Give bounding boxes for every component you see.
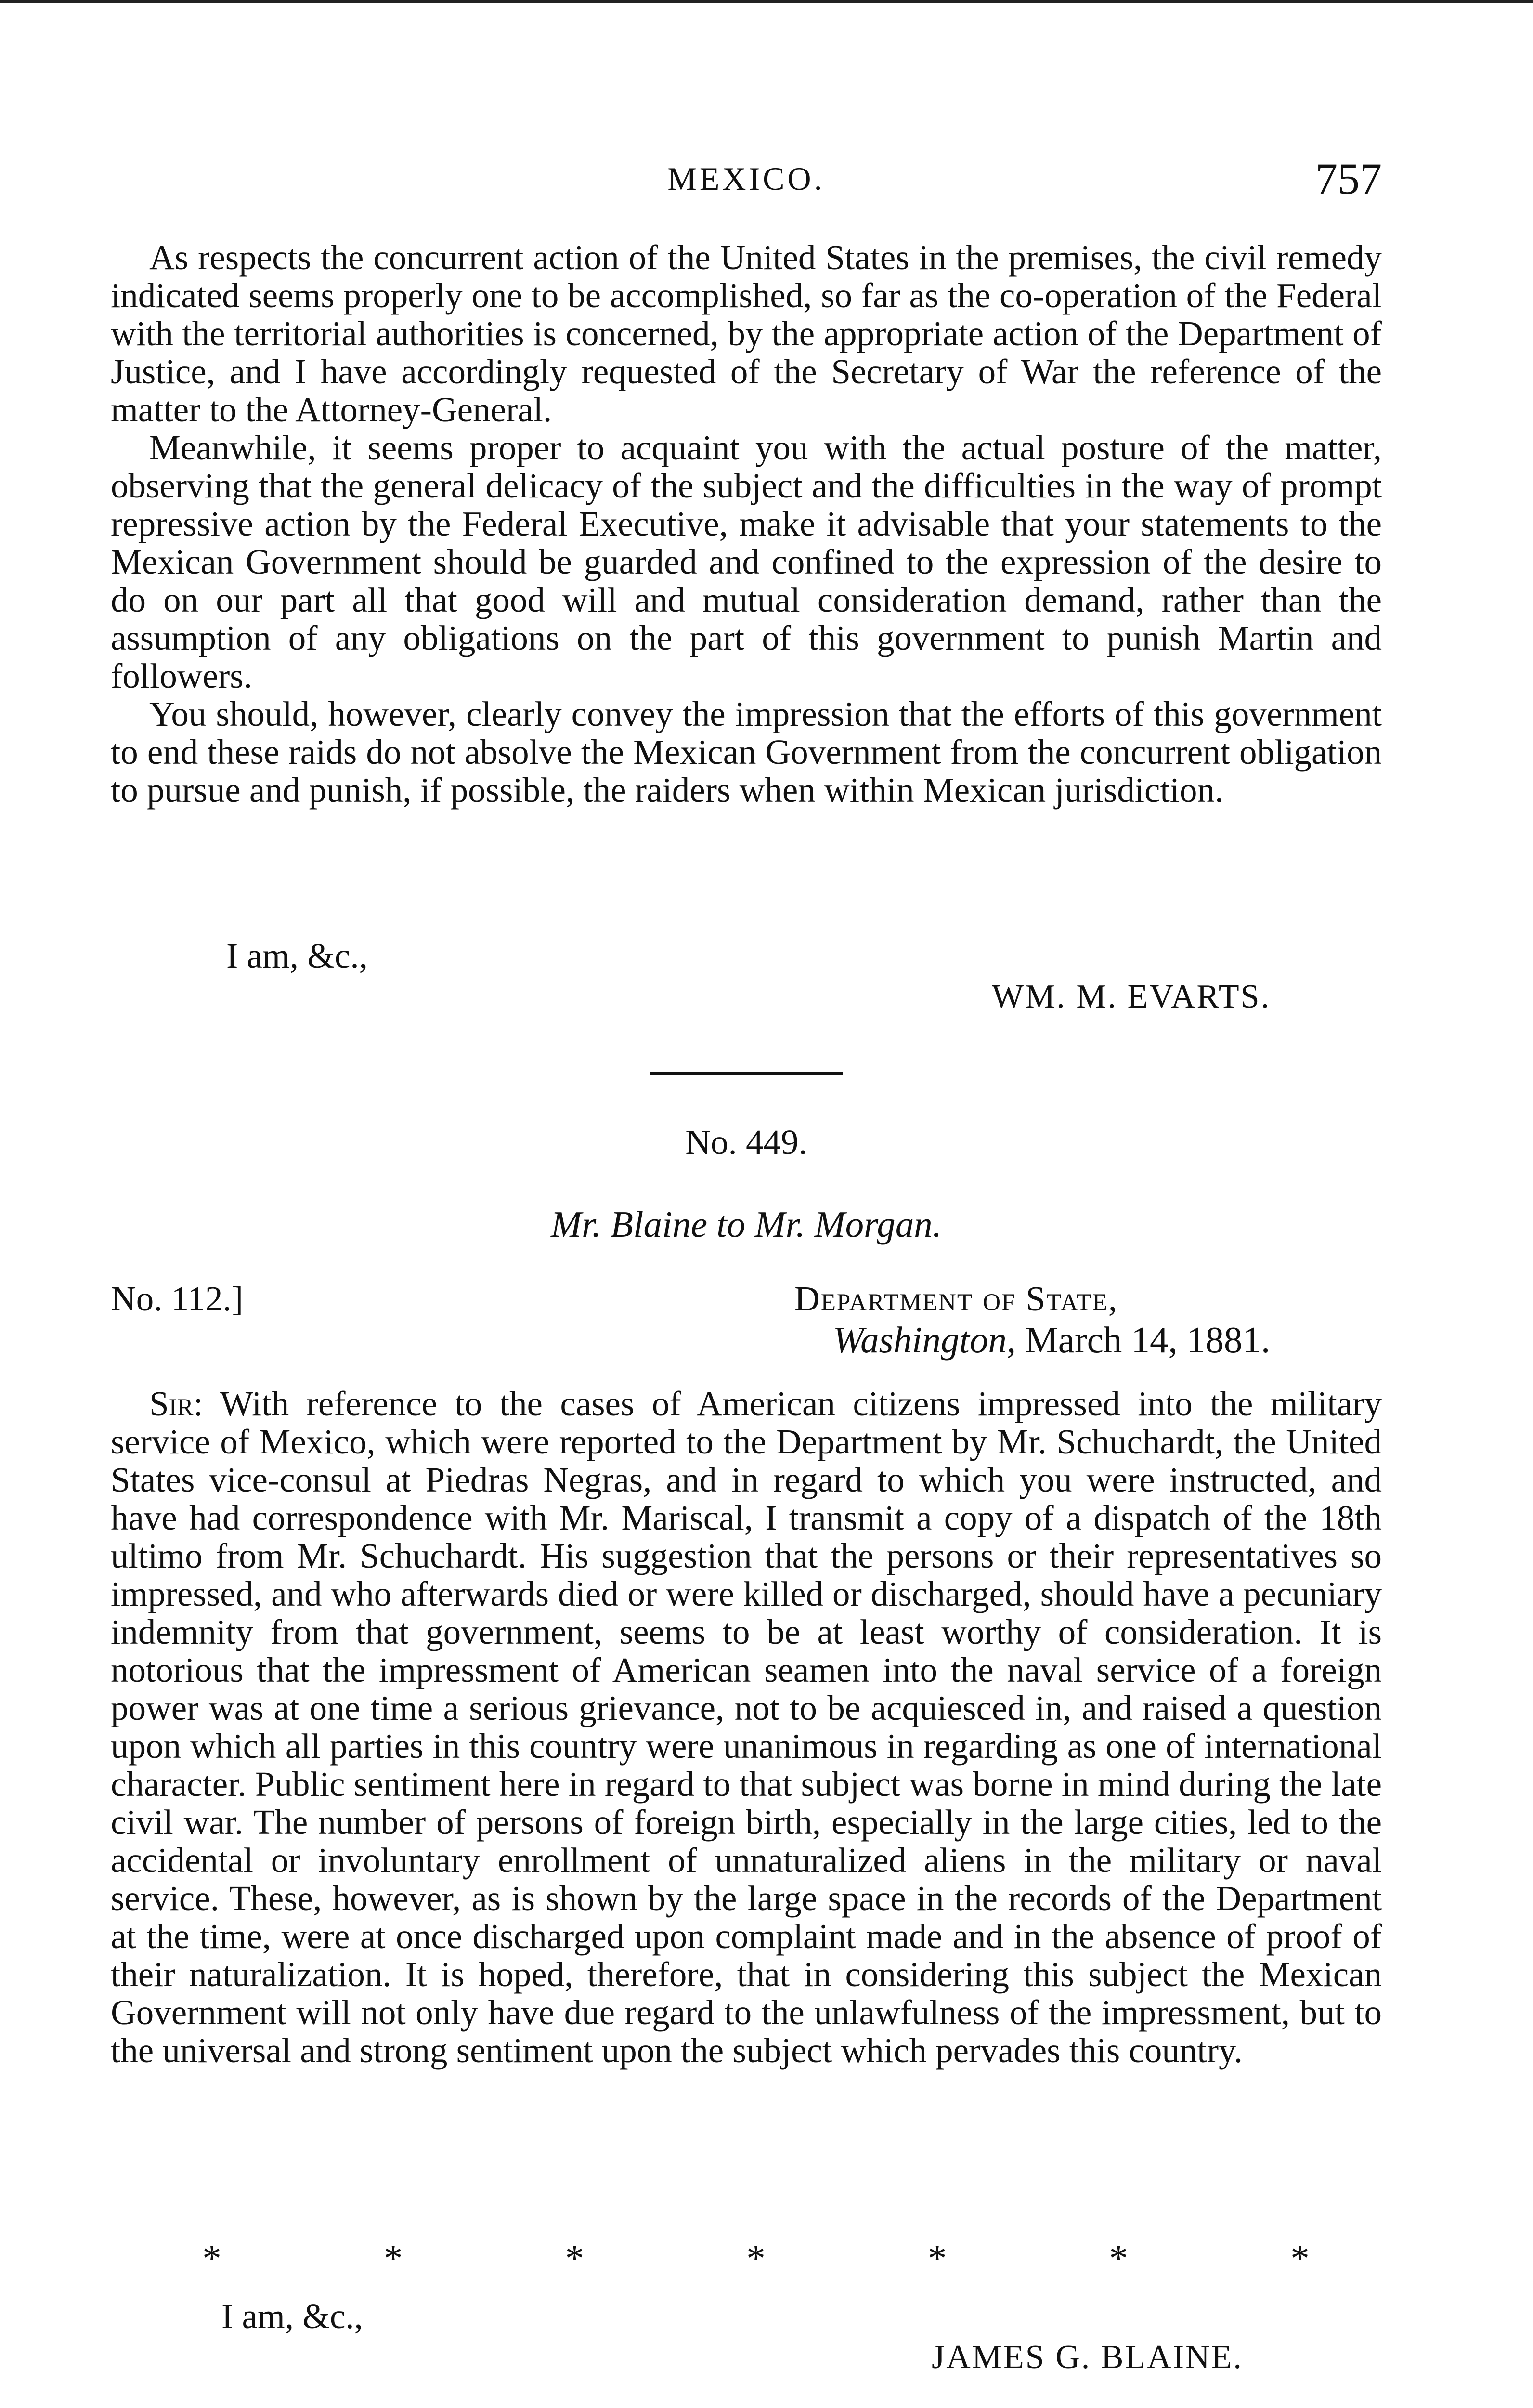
dispatch-reference: No. 112.] — [111, 1279, 244, 1318]
section-divider — [650, 1072, 843, 1075]
star: * — [1109, 2238, 1129, 2280]
omission-stars — [202, 2239, 1310, 2278]
evarts-closing: I am, &c., — [226, 936, 368, 975]
evarts-letter-body — [111, 238, 1382, 809]
document-number: No. 449. — [685, 1123, 807, 1162]
blaine-closing: I am, &c., — [221, 2297, 363, 2336]
paragraph — [111, 1385, 1382, 2069]
blaine-letter-body — [111, 1385, 1382, 2069]
top-page-rule — [0, 0, 1533, 3]
page-header — [111, 153, 1382, 206]
salutation: Sir: — [149, 1384, 203, 1423]
dateline-date: March 14, 1881. — [1025, 1319, 1271, 1361]
dateline-place: Washington, — [833, 1319, 1016, 1361]
evarts-signature: WM. M. EVARTS. — [992, 978, 1271, 1015]
star: * — [565, 2238, 585, 2280]
paragraph-text: With reference to the cases of American citizens impressed into the military service of Mexico, which were reported to the Department by Mr. Schuchardt, the United States vice-consul at Piedras Negras, and in regard to which you were instructed, and have had correspondence with Mr. Mariscal, I transmit a copy of a dispatch of the 18th ultimo from Mr. Schuchardt. His suggestion that the persons or their representatives so impressed, and who afterwards died or were killed or discharged, should have a pecuniary indemnity from that government, seems to be at least worthy of consideration. It is notorious that the impressment of American seamen into the naval service of a foreign power was at one time a serious grievance, not to be acquiesced in, and raised a question upon which all parties in this country were unanimous in regarding as one of international character. Public sentiment here in regard to that subject was borne in mind during the late civil war. The number of persons of foreign birth, especially in the large cities, led to the accidental or involuntary enrollment of unnaturalized aliens in the military or naval service. These, however, as is shown by the large space in the records of the Department at the time, were at once discharged upon complaint made and in the absence of proof of their naturalization. It is hoped, therefore, that in considering this subject the Mexican Government will not only have due regard to the unlawfulness of the impressment, but to the universal and strong sentiment upon the subject which pervades this country. — [111, 1384, 1382, 2070]
paragraph: Meanwhile, it seems proper to acquaint you with the actual posture of the matter, observing that the general delicacy of the subject and the difficulties in the way of prompt repressive action by the Federal Executive, make it advisable that your statements to the Mexican Government should be guarded and confined to the expression of the desire to do on our part all that good will and mutual consideration demand, rather than the assumption of any obligations on the part of this government to punish Martin and followers. — [111, 428, 1382, 695]
star: * — [1290, 2238, 1310, 2280]
page-number: 757 — [1315, 154, 1382, 203]
department-heading: Department of State, — [794, 1279, 1118, 1318]
star: * — [746, 2238, 766, 2280]
star: * — [927, 2238, 947, 2280]
star: * — [383, 2238, 403, 2280]
star: * — [202, 2238, 221, 2280]
paragraph: You should, however, clearly convey the impression that the efforts of this government to end these raids do not absolve the Mexican Government from the concurrent obligation to pursue and punish, if possible, the raiders when within Mexican jurisdiction. — [111, 694, 1382, 810]
document-title: Mr. Blaine to Mr. Morgan. — [550, 1204, 942, 1245]
running-head: MEXICO. — [667, 160, 825, 197]
blaine-signature: JAMES G. BLAINE. — [932, 2339, 1243, 2376]
dateline — [833, 1319, 1270, 1361]
paragraph: As respects the concurrent action of the United States in the premises, the civil remedy indicated seems properly one to be accomplished, so far as the co-operation of the Federal with the territorial authorities is concerned, by the appropriate action of the Department of Justice, and I have accordingly requested of the Secretary of War the reference of the matter to the Attorney-General. — [111, 238, 1382, 429]
